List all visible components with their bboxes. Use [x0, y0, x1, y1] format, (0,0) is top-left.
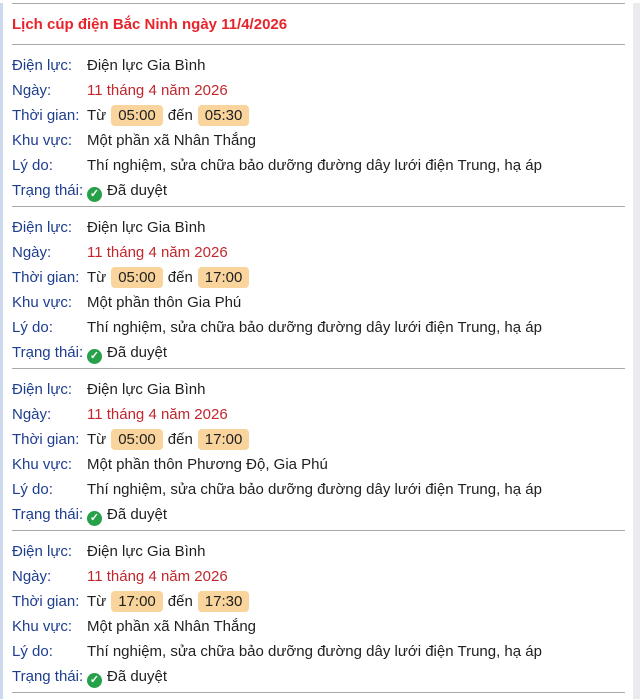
area-value: Một phần thôn Phương Độ, Gia Phú	[87, 456, 328, 473]
area-row	[12, 128, 625, 153]
time-from-badge: 17:00	[111, 591, 163, 612]
page-left-accent-strip	[0, 3, 3, 699]
status-label: Trạng thái:	[12, 344, 84, 361]
date-value: 11 tháng 4 năm 2026	[87, 568, 228, 585]
reason-row	[12, 153, 625, 178]
date-label: Ngày:	[12, 244, 52, 261]
area-label: Khu vực:	[12, 294, 73, 311]
status-text: Đã duyệt	[107, 182, 168, 199]
time-from-word: Từ	[87, 593, 107, 610]
company-value: Điện lực Gia Bình	[87, 219, 206, 236]
reason-label: Lý do:	[12, 481, 53, 498]
outage-entry	[12, 531, 625, 692]
reason-row	[12, 315, 625, 340]
date-label: Ngày:	[12, 568, 52, 585]
status-value	[87, 340, 167, 365]
reason-label: Lý do:	[12, 319, 53, 336]
area-value: Một phần xã Nhân Thắng	[87, 618, 257, 635]
company-row	[12, 53, 625, 78]
time-from-badge: 05:00	[111, 429, 163, 450]
status-row	[12, 664, 625, 689]
area-label: Khu vực:	[12, 132, 73, 149]
reason-value: Thí nghiệm, sửa chữa bảo dưỡng đường dây lưới điện Trung, hạ áp	[87, 157, 542, 174]
company-label: Điện lực:	[12, 219, 73, 236]
status-text: Đã duyệt	[107, 506, 168, 523]
date-row	[12, 564, 625, 589]
status-text: Đã duyệt	[107, 668, 168, 685]
time-value	[87, 427, 254, 452]
area-row	[12, 452, 625, 477]
time-label: Thời gian:	[12, 593, 80, 610]
time-to-word: đến	[167, 269, 193, 286]
status-label: Trạng thái:	[12, 506, 84, 523]
company-label: Điện lực:	[12, 381, 73, 398]
time-label: Thời gian:	[12, 431, 80, 448]
date-label: Ngày:	[12, 406, 52, 423]
time-to-word: đến	[167, 107, 193, 124]
time-value	[87, 265, 254, 290]
time-to-word: đến	[167, 431, 193, 448]
approved-check-icon: ✓	[87, 187, 102, 202]
time-to-word: đến	[167, 593, 193, 610]
date-row	[12, 402, 625, 427]
status-label: Trạng thái:	[12, 668, 84, 685]
time-from-word: Từ	[87, 269, 107, 286]
date-row	[12, 240, 625, 265]
time-row	[12, 103, 625, 128]
company-label: Điện lực:	[12, 543, 73, 560]
approved-check-icon: ✓	[87, 349, 102, 364]
time-row	[12, 265, 625, 290]
time-value	[87, 103, 254, 128]
area-value: Một phần xã Nhân Thắng	[87, 132, 257, 149]
company-row	[12, 539, 625, 564]
time-row	[12, 427, 625, 452]
time-label: Thời gian:	[12, 107, 80, 124]
status-value	[87, 502, 167, 527]
date-label: Ngày:	[12, 82, 52, 99]
reason-value: Thí nghiệm, sửa chữa bảo dưỡng đường dây lưới điện Trung, hạ áp	[87, 643, 542, 660]
reason-label: Lý do:	[12, 643, 53, 660]
company-label: Điện lực:	[12, 57, 73, 74]
area-row	[12, 290, 625, 315]
date-value: 11 tháng 4 năm 2026	[87, 82, 228, 99]
status-value	[87, 178, 167, 203]
outage-entry	[12, 45, 625, 206]
company-value: Điện lực Gia Bình	[87, 381, 206, 398]
time-from-word: Từ	[87, 107, 107, 124]
time-to-badge: 17:00	[198, 267, 250, 288]
area-label: Khu vực:	[12, 456, 73, 473]
date-value: 11 tháng 4 năm 2026	[87, 406, 228, 423]
reason-value: Thí nghiệm, sửa chữa bảo dưỡng đường dây lưới điện Trung, hạ áp	[87, 481, 542, 498]
area-value: Một phần thôn Gia Phú	[87, 294, 242, 311]
status-label: Trạng thái:	[12, 182, 84, 199]
time-from-badge: 05:00	[111, 267, 163, 288]
approved-check-icon: ✓	[87, 673, 102, 688]
time-to-badge: 17:30	[198, 591, 250, 612]
company-value: Điện lực Gia Bình	[87, 543, 206, 560]
time-value	[87, 589, 254, 614]
outage-entry	[12, 369, 625, 530]
company-value: Điện lực Gia Bình	[87, 57, 206, 74]
reason-row	[12, 477, 625, 502]
status-value	[87, 664, 167, 689]
status-row	[12, 340, 625, 365]
area-row	[12, 614, 625, 639]
time-to-badge: 05:30	[198, 105, 250, 126]
company-row	[12, 215, 625, 240]
time-from-word: Từ	[87, 431, 107, 448]
approved-check-icon: ✓	[87, 511, 102, 526]
time-label: Thời gian:	[12, 269, 80, 286]
time-to-badge: 17:00	[198, 429, 250, 450]
outage-entry	[12, 207, 625, 368]
vertical-scrollbar[interactable]	[633, 3, 640, 699]
status-text: Đã duyệt	[107, 344, 168, 361]
time-row	[12, 589, 625, 614]
outage-schedule-content	[12, 3, 625, 693]
reason-label: Lý do:	[12, 157, 53, 174]
time-from-badge: 05:00	[111, 105, 163, 126]
status-row	[12, 502, 625, 527]
status-row	[12, 178, 625, 203]
date-row	[12, 78, 625, 103]
section-divider	[12, 692, 625, 693]
date-value: 11 tháng 4 năm 2026	[87, 244, 228, 261]
reason-value: Thí nghiệm, sửa chữa bảo dưỡng đường dây lưới điện Trung, hạ áp	[87, 319, 542, 336]
page-title: Lịch cúp điện Bắc Ninh ngày 11/4/2026	[12, 16, 288, 33]
area-label: Khu vực:	[12, 618, 73, 635]
reason-row	[12, 639, 625, 664]
company-row	[12, 377, 625, 402]
